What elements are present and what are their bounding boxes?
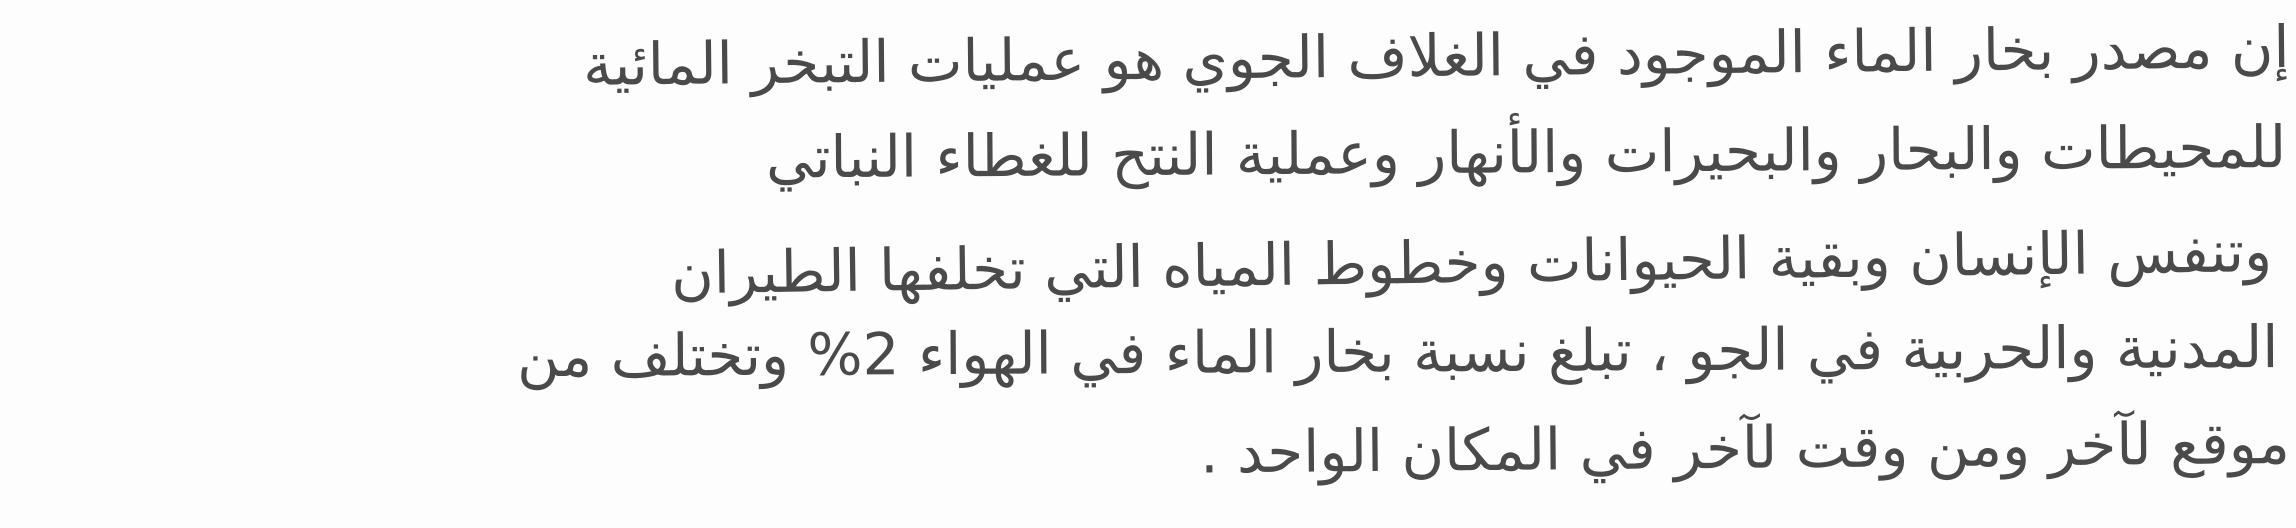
text-line-3: وتنفس الإنسان وبقية الحيوانات وخطوط المياه التي تخلفها الطيران [670, 217, 2273, 308]
text-line-1: إن مصدر بخار الماء الموجود في الغلاف الجوي هو عمليات التبخر المائية [583, 13, 2291, 99]
text-line-5: موقع لآخر ومن وقت لآخر في المكان الواحد . [1200, 409, 2291, 487]
text-line-2: للمحيطات والبحار والبحيرات والأنهار وعملية النتح للغطاء النباتي [765, 113, 2287, 192]
text-line-4: المدنية والحربية في الجو ، تبلغ نسبة بخار الماء في الهواء 2% وتختلف من [516, 313, 2279, 391]
